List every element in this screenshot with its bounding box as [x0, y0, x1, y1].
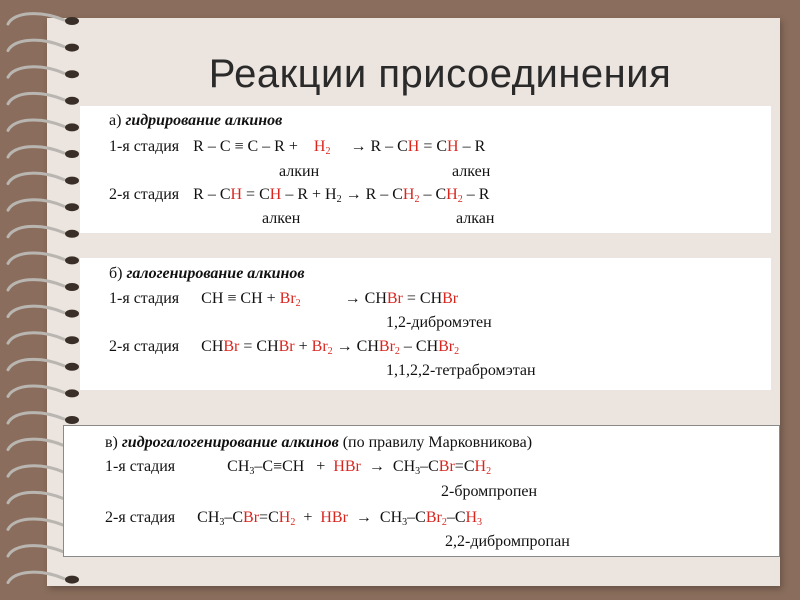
- binding-hole: [65, 123, 79, 131]
- binding-hole: [65, 283, 79, 291]
- binding-ring: [8, 40, 64, 50]
- binding-hole: [65, 389, 79, 397]
- binding-ring: [8, 253, 64, 263]
- binding-ring: [8, 466, 64, 476]
- section-b-name-tetrabromoethane: 1,1,2,2-тетрабромэтан: [386, 362, 536, 379]
- binding-hole: [65, 44, 79, 52]
- binding-hole: [65, 363, 79, 371]
- section-a-name-alkyne: алкин: [279, 163, 320, 180]
- section-c-name-bromopropene: 2-бромпропен: [441, 483, 538, 500]
- binding-ring: [8, 67, 64, 77]
- binding-ring: [8, 306, 64, 316]
- binding-ring: [8, 200, 64, 210]
- binding-ring: [8, 14, 64, 24]
- binding-ring: [8, 546, 64, 556]
- section-a-name-alkene: алкен: [452, 163, 491, 180]
- binding-ring: [8, 147, 64, 157]
- section-a-heading: а) гидрирование алкинов: [109, 112, 283, 129]
- binding-hole: [65, 177, 79, 185]
- section-c-name-dibromopropane: 2,2-дибромпропан: [445, 533, 570, 550]
- section-a-stage2: 2-я стадия R – CH = CH – $R + H_2 \to R - CH_2 - CH_2 - R$: [109, 186, 490, 205]
- binding-hole: [65, 230, 79, 238]
- binding-hole: [65, 310, 79, 318]
- section-halogenation: [80, 258, 771, 390]
- binding-ring: [8, 173, 64, 183]
- section-a-stage1: 1-я стадия $R - C \equiv C - R + H_2 \to R$ – CH = CH – R: [109, 138, 486, 157]
- section-a-name-alkene-2: алкен: [262, 210, 301, 227]
- section-c-heading: в) гидрогалогенирование алкинов (по правилу Марковникова): [105, 434, 533, 451]
- section-c-stage2: 2-я стадия $CH_3-CBr=CH_2$ + HBr → $CH_3-CBr_2-CH_3$: [105, 509, 483, 528]
- binding-hole: [65, 70, 79, 78]
- binding-hole: [65, 576, 79, 584]
- section-b-heading: б) галогенирование алкинов: [109, 265, 305, 282]
- section-a-name-alkane: алкан: [456, 210, 495, 227]
- binding-hole: [65, 97, 79, 105]
- binding-ring: [8, 572, 64, 582]
- section-hydrohalogenation: [63, 425, 780, 557]
- binding-ring: [8, 413, 64, 423]
- section-b-name-dibromoethene: 1,2-дибромэтен: [386, 314, 492, 331]
- binding-ring: [8, 386, 64, 396]
- binding-ring: [8, 439, 64, 449]
- binding-ring: [8, 93, 64, 103]
- section-b-stage2: 2-я стадия CHBr = CHBr + $Br_2$ → CHBr$_2$ – CHBr$_2$: [109, 338, 460, 357]
- slide-title: Реакции присоединения: [208, 52, 672, 96]
- binding-hole: [65, 336, 79, 344]
- binding-hole: [65, 203, 79, 211]
- binding-ring: [8, 519, 64, 529]
- binding-ring: [8, 333, 64, 343]
- binding-ring: [8, 226, 64, 236]
- binding-ring: [8, 492, 64, 502]
- binding-hole: [65, 17, 79, 25]
- binding-ring: [8, 280, 64, 290]
- section-hydrogenation: [80, 106, 771, 233]
- binding-hole: [65, 256, 79, 264]
- binding-ring: [8, 120, 64, 130]
- binding-ring: [8, 359, 64, 369]
- binding-hole: [65, 150, 79, 158]
- binding-hole: [65, 416, 79, 424]
- section-b-stage1: 1-я стадия CH ≡ CH + $Br_2$ → CHBr = CHBr: [109, 290, 459, 309]
- section-c-stage1: 1-я стадия $CH_3-C\equiv CH$ + HBr → $CH_3-CBr=CH_2$: [105, 458, 492, 477]
